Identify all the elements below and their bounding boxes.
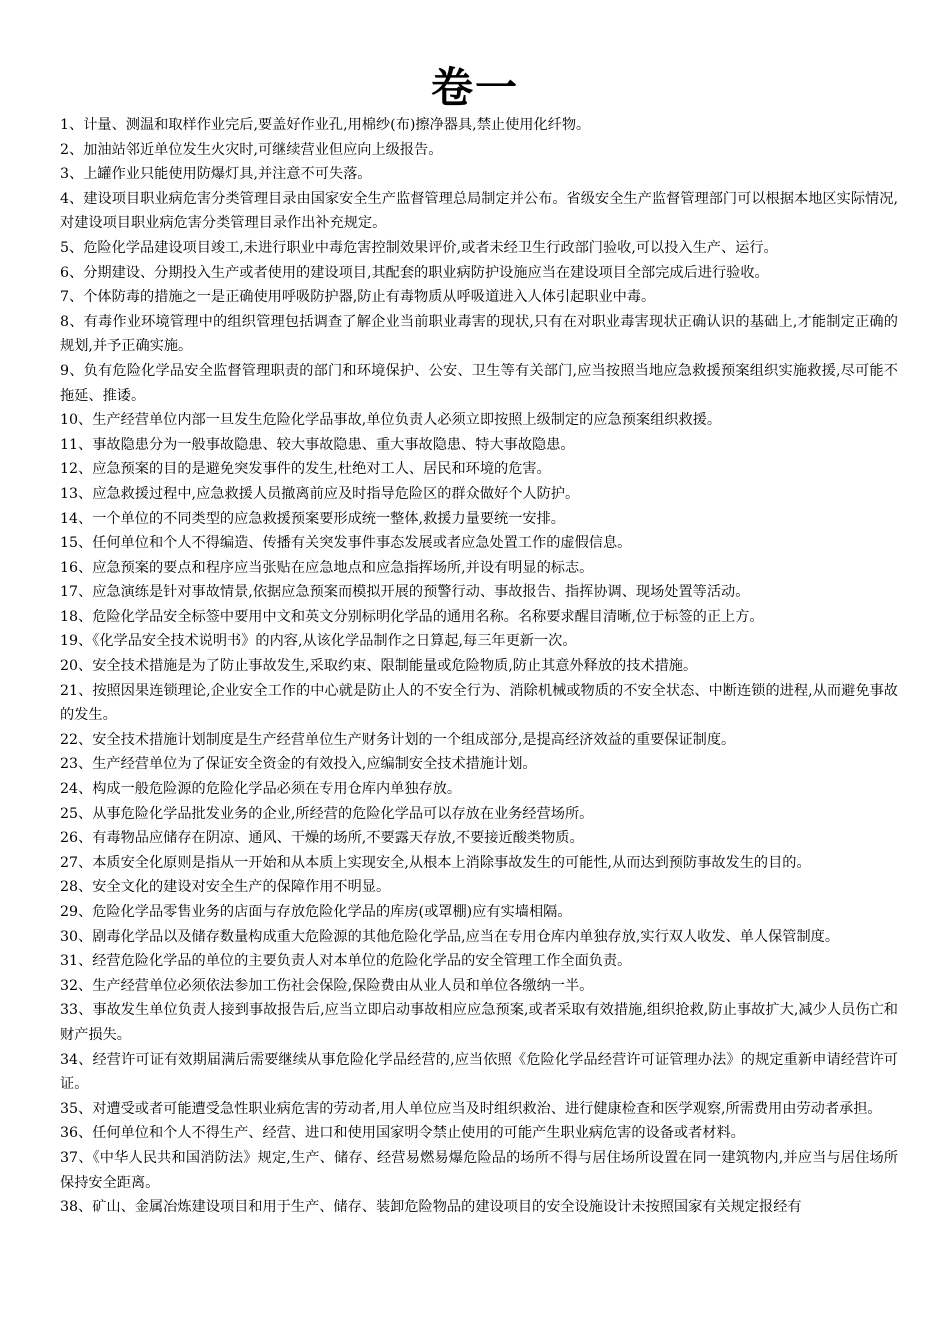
statement-item: 17、应急演练是针对事故情景,依据应急预案而模拟开展的预警行动、事故报告、指挥协调、现场处置等活动。	[60, 584, 750, 601]
statement-list	[60, 113, 898, 1220]
statement-item: 22、安全技术措施计划制度是生产经营单位生产财务计划的一个组成部分,是提高经济效益的重要保证制度。	[60, 731, 736, 748]
statement-item: 21、按照因果连锁理论,企业安全工作的中心就是防止人的不安全行为、消除机械或物质的不安全状态、中断连锁的进程,从而避免事故的发生。	[60, 682, 898, 724]
statement-item: 13、应急救援过程中,应急救援人员撤离前应及时指导危险区的群众做好个人防护。	[60, 485, 580, 502]
statement-item: 4、建设项目职业病危害分类管理目录由国家安全生产监督管理总局制定并公布。省级安全生产监督管理部门可以根据本地区实际情况,对建设项目职业病危害分类管理目录作出补充规定。	[60, 190, 898, 232]
statement-item: 1、计量、测温和取样作业完后,要盖好作业孔,用棉纱(布)擦净器具,禁止使用化纤物。	[60, 117, 591, 133]
statement-item: 30、剧毒化学品以及储存数量构成重大危险源的其他危险化学品,应当在专用仓库内单独存放,实行双人收发、单人保管制度。	[60, 928, 840, 945]
statement-item: 23、生产经营单位为了保证安全资金的有效投入,应编制安全技术措施计划。	[60, 756, 537, 773]
statement-item: 9、负有危险化学品安全监督管理职责的部门和环境保护、公安、卫生等有关部门,应当按照当地应急救援预案组织实施救援,尽可能不拖延、推诿。	[60, 362, 898, 404]
statement-item: 24、构成一般危险源的危险化学品必须在专用仓库内单独存放。	[60, 781, 462, 798]
statement-item: 29、危险化学品零售业务的店面与存放危险化学品的库房(或罩棚)应有实墙相隔。	[60, 904, 572, 920]
statement-item: 15、任何单位和个人不得编造、传播有关突发事件事态发展或者应急处置工作的虚假信息。	[60, 535, 632, 552]
statement-item: 27、本质安全化原则是指从一开始和从本质上实现安全,从根本上消除事故发生的可能性,从而达到预防事故发生的目的。	[60, 854, 811, 871]
statement-item: 34、经营许可证有效期届满后需要继续从事危险化学品经营的,应当依照《危险化学品经营许可证管理办法》的规定重新申请经营许可证。	[60, 1051, 898, 1093]
statement-item: 31、经营危险化学品的单位的主要负责人对本单位的危险化学品的安全管理工作全面负责。	[60, 953, 632, 970]
statement-item: 36、任何单位和个人不得生产、经营、进口和使用国家明令禁止使用的可能产生职业病危害的设备或者材料。	[60, 1125, 745, 1142]
statement-item: 32、生产经营单位必须依法参加工伤社会保险,保险费由从业人员和单位各缴纳一半。	[60, 977, 594, 994]
statement-item: 26、有毒物品应储存在阴凉、通风、干燥的场所,不要露天存放,不要接近酸类物质。	[60, 830, 584, 847]
statement-item: 3、上罐作业只能使用防爆灯具,并注意不可失落。	[60, 166, 372, 183]
statement-item: 10、生产经营单位内部一旦发生危险化学品事故,单位负责人必须立即按照上级制定的应急预案组织救援。	[60, 412, 722, 429]
statement-item: 6、分期建设、分期投入生产或者使用的建设项目,其配套的职业病防护设施应当在建设项目全部完成后进行验收。	[60, 264, 769, 281]
statement-item: 16、应急预案的要点和程序应当张贴在应急地点和应急指挥场所,并设有明显的标志。	[60, 559, 594, 576]
statement-item: 18、危险化学品安全标签中要用中文和英文分别标明化学品的通用名称。名称要求醒目清晰,位于标签的正上方。	[60, 608, 764, 625]
statement-item: 38、矿山、金属冶炼建设项目和用于生产、储存、装卸危险物品的建设项目的安全设施设计未按照国家有关规定报经有	[60, 1199, 802, 1216]
statement-item: 25、从事危险化学品批发业务的企业,所经营的危险化学品可以存放在业务经营场所。	[60, 805, 594, 822]
statement-item: 5、危险化学品建设项目竣工,未进行职业中毒危害控制效果评价,或者未经卫生行政部门验收,可以投入生产、运行。	[60, 239, 778, 256]
statement-item: 35、对遭受或者可能遭受急性职业病危害的劳动者,用人单位应当及时组织救治、进行健康检查和医学观察,所需费用由劳动者承担。	[60, 1100, 882, 1117]
statement-item: 37、《中华人民共和国消防法》规定,生产、储存、经营易燃易爆危险品的场所不得与居住场所设置在同一建筑物内,并应当与居住场所保持安全距离。	[60, 1149, 898, 1191]
statement-item: 33、事故发生单位负责人接到事故报告后,应当立即启动事故相应应急预案,或者采取有效措施,组织抢救,防止事故扩大,减少人员伤亡和财产损失。	[60, 1002, 898, 1043]
statement-item: 8、有毒作业环境管理中的组织管理包括调查了解企业当前职业毒害的现状,只有在对职业毒害现状正确认识的基础上,才能制定正确的规划,并予正确实施。	[60, 313, 898, 355]
statement-item: 14、一个单位的不同类型的应急救援预案要形成统一整体,救援力量要统一安排。	[60, 510, 565, 527]
statement-item: 11、事故隐患分为一般事故隐患、较大事故隐患、重大事故隐患、特大事故隐患。	[60, 436, 575, 453]
document-title: 卷一	[430, 63, 519, 112]
statement-item: 12、应急预案的目的是避免突发事件的发生,杜绝对工人、居民和环境的危害。	[60, 461, 551, 478]
statement-item: 2、加油站邻近单位发生火灾时,可继续营业但应向上级报告。	[60, 141, 443, 158]
statement-item: 20、安全技术措施是为了防止事故发生,采取约束、限制能量或危险物质,防止其意外释放的技术措施。	[60, 658, 698, 675]
statement-item: 19、《化学品安全技术说明书》的内容,从该化学品制作之日算起,每三年更新一次。	[60, 633, 577, 650]
statement-item: 7、个体防毒的措施之一是正确使用呼吸防护器,防止有毒物质从呼吸道进入人体引起职业中毒。	[60, 289, 656, 306]
statement-item: 28、安全文化的建设对安全生产的保障作用不明显。	[60, 879, 391, 896]
